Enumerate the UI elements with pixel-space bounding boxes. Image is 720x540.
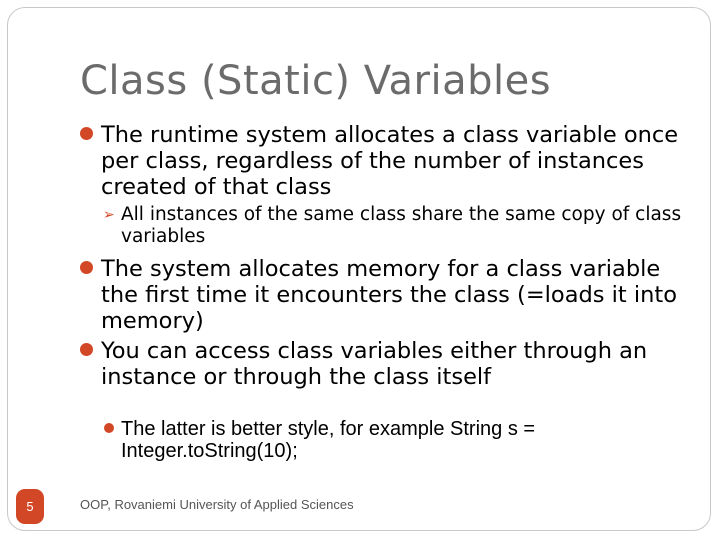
page-number-badge xyxy=(16,489,44,524)
sub-bullet-text: All instances of the same class share the same copy of class variables xyxy=(121,204,682,247)
arrow-bullet-icon: ➢ xyxy=(103,207,115,223)
bullet-dot-icon xyxy=(104,423,114,433)
slide-footer: OOP, Rovaniemi University of Applied Sciences xyxy=(80,497,354,512)
sub-bullet-text: The latter is better style, for example String s = Integer.toString(10); xyxy=(121,418,536,462)
page-number: 5 xyxy=(26,499,34,514)
bullet-text: The runtime system allocates a class variable once per class, regardless of the number of instances created of that class xyxy=(101,122,679,200)
bullet-dot-icon xyxy=(80,261,93,274)
bullet-text: You can access class variables either through an instance or through the class itself xyxy=(101,338,648,390)
bullet-text: The system allocates memory for a class variable the first time it encounters the class (=loads it into memory) xyxy=(101,256,677,334)
bullet-dot-icon xyxy=(80,127,93,140)
bullet-dot-icon xyxy=(80,343,93,356)
slide-title: Class (Static) Variables xyxy=(80,58,552,104)
